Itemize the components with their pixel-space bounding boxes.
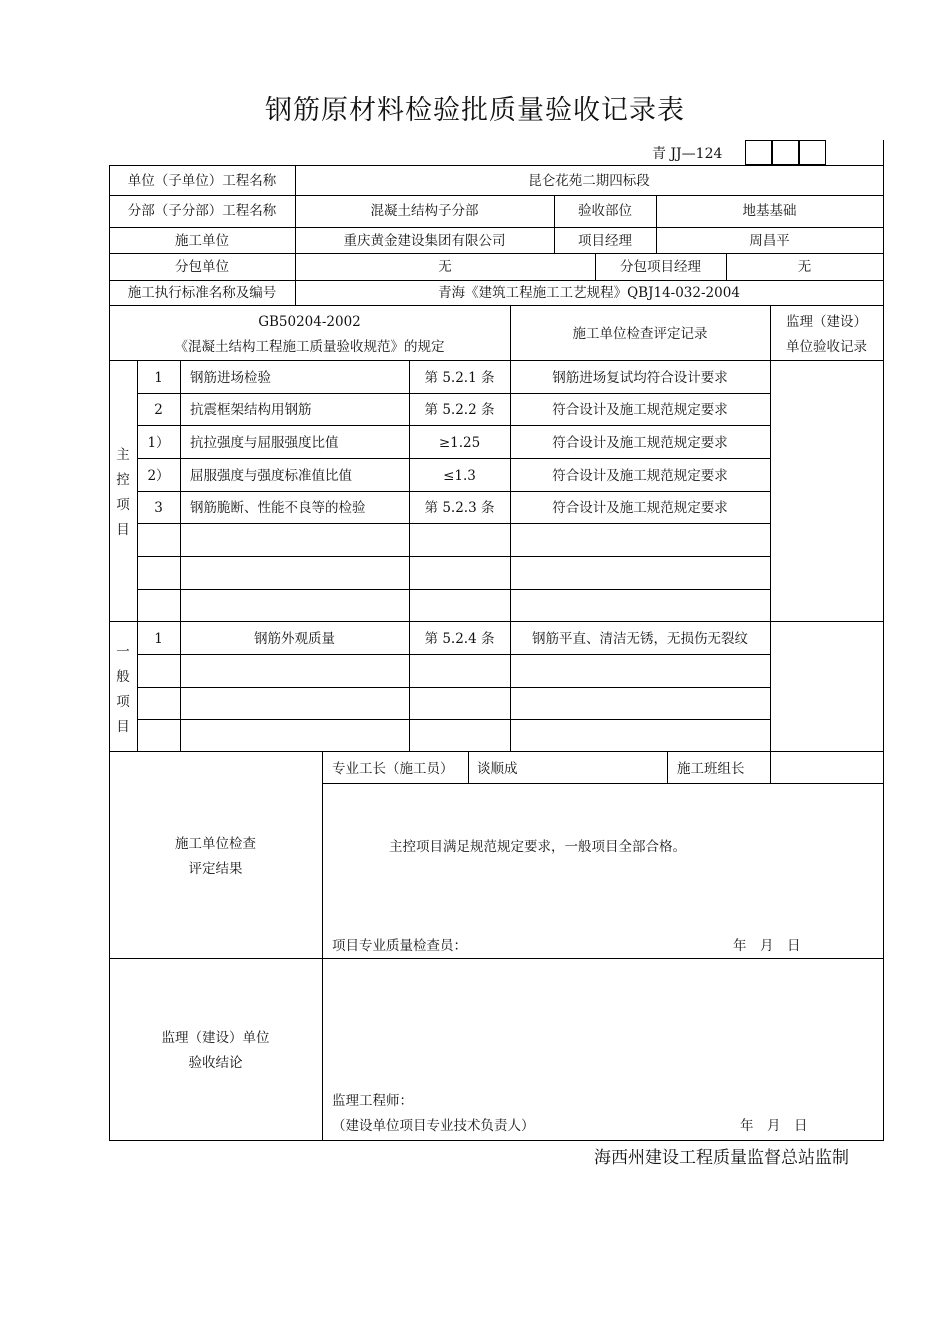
project-name-value: 昆仑花苑二期四标段 bbox=[528, 173, 650, 189]
foreman-value: 谈顺成 bbox=[477, 761, 518, 777]
form-number-box bbox=[772, 140, 799, 165]
item-name: 抗震框架结构用钢筋 bbox=[190, 402, 312, 418]
item-clause: 第 5.2.3 条 bbox=[424, 500, 495, 516]
item-clause: ≥1.25 bbox=[438, 435, 481, 451]
main-items-label: 项 bbox=[116, 497, 130, 513]
main-items-label: 控 bbox=[116, 472, 130, 488]
item-no: 1 bbox=[154, 370, 163, 386]
main-items-label: 目 bbox=[116, 522, 130, 538]
inspector-label: 项目专业质量检查员： bbox=[332, 938, 467, 954]
main-items-label: 主 bbox=[116, 447, 130, 463]
item-name: 抗拉强度与屈服强度比值 bbox=[190, 435, 339, 451]
item-no: 3 bbox=[154, 500, 163, 516]
form-code: 青 JJ—124 bbox=[652, 146, 723, 162]
standard-label: 施工执行标准名称及编号 bbox=[127, 285, 277, 301]
inspection-date: 年 月 日 bbox=[733, 938, 801, 954]
inspection-part-label: 验收部位 bbox=[578, 203, 632, 219]
general-items-label: 般 bbox=[116, 669, 130, 685]
standard-value: 青海《建筑工程施工工艺规程》QBJ14-032-2004 bbox=[438, 285, 740, 301]
item-name: 屈服强度与强度标准值比值 bbox=[190, 468, 352, 484]
foreman-label: 专业工长（施工员） bbox=[332, 761, 454, 777]
check-conclusion: 主控项目满足规范规定要求，一般项目全部合格。 bbox=[389, 839, 686, 855]
item-record: 符合设计及施工规范规定要求 bbox=[552, 435, 728, 451]
table-border bbox=[883, 140, 884, 166]
item-clause: ≤1.3 bbox=[443, 468, 476, 484]
general-items-label: 目 bbox=[116, 719, 130, 735]
item-clause: 第 5.2.4 条 bbox=[424, 631, 495, 647]
check-record-header: 施工单位检查评定记录 bbox=[572, 326, 708, 342]
item-clause: 第 5.2.2 条 bbox=[424, 402, 495, 418]
item-record: 符合设计及施工规范规定要求 bbox=[552, 402, 728, 418]
form-number-box bbox=[745, 140, 772, 165]
item-record: 符合设计及施工规范规定要求 bbox=[552, 500, 728, 516]
item-no: 1 bbox=[154, 631, 163, 647]
contractor-label: 施工单位 bbox=[175, 233, 229, 249]
item-clause: 第 5.2.1 条 bbox=[424, 370, 495, 386]
page-title: 钢筋原材料检验批质量验收记录表 bbox=[265, 95, 685, 126]
project-manager-value: 周昌平 bbox=[749, 233, 790, 249]
spec-name: 《混凝土结构工程施工质量验收规范》的规定 bbox=[174, 339, 445, 355]
sub-pm-value: 无 bbox=[797, 259, 812, 275]
item-no: 2） bbox=[147, 468, 170, 484]
general-items-label: 项 bbox=[116, 694, 130, 710]
contractor-value: 重庆黄金建设集团有限公司 bbox=[343, 233, 506, 249]
supervision-label: 监理（建设）单位 bbox=[161, 1030, 270, 1046]
item-name: 钢筋脆断、性能不良等的检验 bbox=[190, 500, 366, 516]
project-name-label: 单位（子单位）工程名称 bbox=[127, 173, 277, 189]
inspection-part-value: 地基基础 bbox=[742, 203, 797, 219]
issuer-footer: 海西州建设工程质量监督总站监制 bbox=[594, 1148, 849, 1168]
division-name-label: 分部（子分部）工程名称 bbox=[127, 203, 277, 219]
team-leader-label: 施工班组长 bbox=[677, 761, 745, 777]
form-number-box bbox=[799, 140, 826, 165]
item-record: 钢筋进场复试均符合设计要求 bbox=[552, 370, 728, 386]
subcontractor-label: 分包单位 bbox=[175, 259, 229, 275]
sub-pm-label: 分包项目经理 bbox=[620, 259, 701, 275]
owner-representative-label: （建设单位项目专业技术负责人） bbox=[332, 1118, 535, 1134]
item-no: 1） bbox=[147, 435, 170, 451]
item-record: 符合设计及施工规范规定要求 bbox=[552, 468, 728, 484]
item-name: 钢筋进场检验 bbox=[190, 370, 271, 386]
project-manager-label: 项目经理 bbox=[578, 233, 632, 249]
item-name: 钢筋外观质量 bbox=[254, 631, 335, 647]
supervising-engineer-label: 监理工程师： bbox=[332, 1093, 413, 1109]
check-result-label: 评定结果 bbox=[188, 861, 243, 877]
supervision-label: 验收结论 bbox=[188, 1055, 243, 1071]
spec-code: GB50204-2002 bbox=[258, 314, 361, 330]
check-result-label: 施工单位检查 bbox=[175, 836, 256, 852]
supervisor-header: 监理（建设） bbox=[786, 314, 867, 330]
item-no: 2 bbox=[154, 402, 163, 418]
general-items-label: 一 bbox=[116, 644, 130, 660]
division-name-value: 混凝土结构子分部 bbox=[370, 203, 479, 219]
subcontractor-value: 无 bbox=[438, 259, 452, 275]
supervision-date: 年 月 日 bbox=[740, 1118, 808, 1134]
supervisor-header: 单位验收记录 bbox=[786, 339, 867, 355]
item-record: 钢筋平直、清洁无锈，无损伤无裂纹 bbox=[532, 631, 748, 647]
